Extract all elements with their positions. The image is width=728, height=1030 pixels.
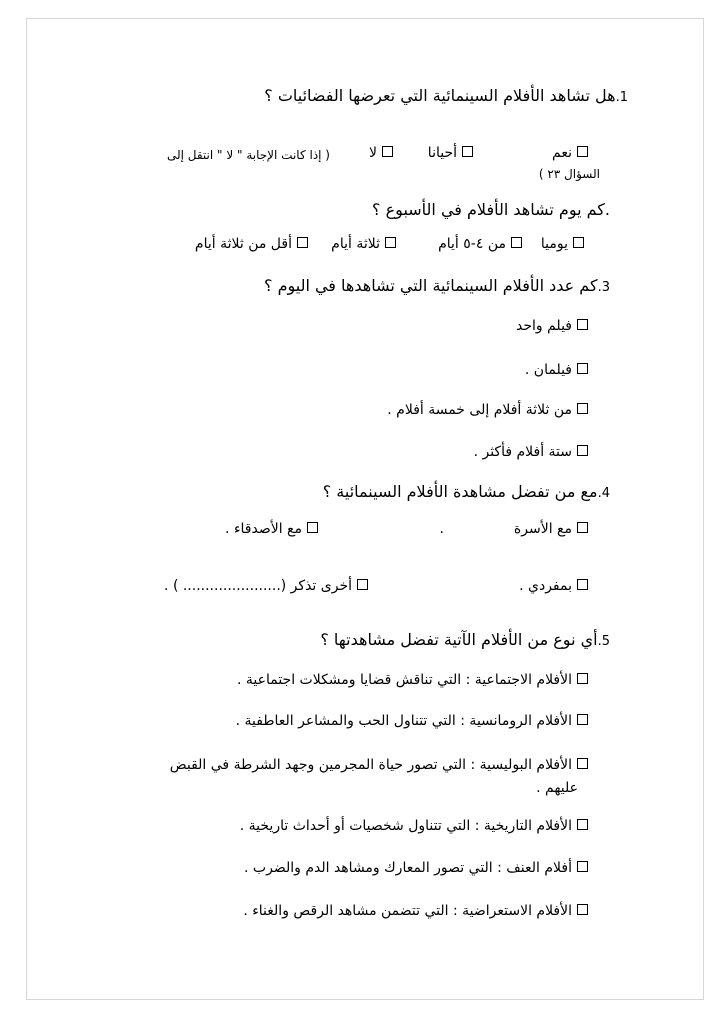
checkbox[interactable] [382, 146, 393, 157]
q2-option-4-5-days[interactable]: من ٤-٥ أيام [438, 236, 522, 252]
checkbox[interactable] [385, 237, 396, 248]
question-number: 5. [597, 634, 610, 649]
q2-option-daily[interactable]: يوميا [541, 236, 584, 252]
q5-option-social[interactable]: الأفلام الاجتماعية : التي تناقش قضايا ومشكلات اجتماعية . [237, 672, 588, 688]
q3-option-three-to-five[interactable]: من ثلاثة أفلام إلى خمسة أفلام . [387, 402, 588, 418]
question-text: هل تشاهد الأفلام السينمائية التي تعرضها الفضائيات ؟ [264, 86, 616, 105]
checkbox[interactable] [573, 237, 584, 248]
q1-note: ( إذا كانت الإجابة " لا " انتقل إلى [166, 148, 330, 162]
question-number: 1. [615, 90, 628, 105]
checkbox[interactable] [577, 522, 588, 533]
checkbox[interactable] [577, 758, 588, 769]
q2-option-less-than-three[interactable]: أقل من ثلاثة أيام [195, 236, 308, 252]
page-border [26, 18, 704, 1000]
checkbox[interactable] [577, 714, 588, 725]
question-1 [264, 86, 628, 105]
q3-option-six-or-more[interactable]: ستة أفلام فأكثر . [474, 444, 588, 460]
question-number: 3. [597, 280, 610, 295]
checkbox[interactable] [577, 319, 588, 330]
q1-note-continued: السؤال ٢٣ ) [538, 167, 600, 181]
question-text: أي نوع من الأفلام الآتية تفضل مشاهدتها ؟ [320, 630, 598, 649]
question-4 [323, 482, 610, 501]
q1-option-no[interactable]: لا [369, 145, 393, 161]
question-text: .كم يوم تشاهد الأفلام في الأسبوع ؟ [372, 200, 610, 219]
q4-option-friends[interactable]: مع الأصدقاء . [225, 521, 318, 537]
question-5 [320, 630, 610, 649]
checkbox[interactable] [307, 522, 318, 533]
question-3 [264, 276, 610, 295]
checkbox[interactable] [297, 237, 308, 248]
q2-option-three-days[interactable]: ثلاثة أيام [331, 236, 396, 252]
checkbox[interactable] [577, 579, 588, 590]
q1-option-sometimes[interactable]: أحيانا [428, 145, 473, 161]
checkbox[interactable] [462, 146, 473, 157]
q3-option-two-films[interactable]: فيلمان . [525, 362, 588, 378]
q3-option-one-film[interactable]: فيلم واحد [516, 318, 588, 334]
checkbox[interactable] [577, 819, 588, 830]
checkbox[interactable] [577, 403, 588, 414]
checkbox[interactable] [577, 673, 588, 684]
q5-option-historical[interactable]: الأفلام التاريخية : التي تتناول شخصيات أو أحداث تاريخية . [240, 818, 588, 834]
q5-option-musical[interactable]: الأفلام الاستعراضية : التي تتضمن مشاهد الرقص والغناء . [243, 903, 588, 919]
checkbox[interactable] [577, 363, 588, 374]
q4-option-other[interactable]: أخرى تذكر (...................... ) . [164, 578, 368, 594]
q1-option-yes[interactable]: نعم [552, 145, 588, 161]
question-number: 4. [597, 486, 610, 501]
q4-dot: . [439, 521, 444, 537]
q5-option-romantic[interactable]: الأفلام الرومانسية : التي تتناول الحب والمشاعر العاطفية . [236, 713, 588, 729]
q4-option-alone[interactable]: بمفردي . [519, 578, 588, 594]
checkbox[interactable] [357, 579, 368, 590]
q5-option-violence[interactable]: أفلام العنف : التي تصور المعارك ومشاهد الدم والضرب . [244, 860, 588, 876]
checkbox[interactable] [577, 146, 588, 157]
question-2 [372, 200, 610, 219]
q5-option-police[interactable]: الأفلام البوليسية : التي تصور حياة المجرمين وجهد الشرطة في القبض [170, 757, 588, 773]
question-text: كم عدد الأفلام السينمائية التي تشاهدها في اليوم ؟ [263, 276, 598, 295]
question-text: مع من تفضل مشاهدة الأفلام السينمائية ؟ [322, 482, 598, 501]
checkbox[interactable] [577, 904, 588, 915]
checkbox[interactable] [577, 445, 588, 456]
checkbox[interactable] [511, 237, 522, 248]
q4-option-family[interactable]: مع الأسرة [514, 521, 588, 537]
q5-option-police-continued: عليهم . [536, 780, 578, 796]
checkbox[interactable] [577, 861, 588, 872]
